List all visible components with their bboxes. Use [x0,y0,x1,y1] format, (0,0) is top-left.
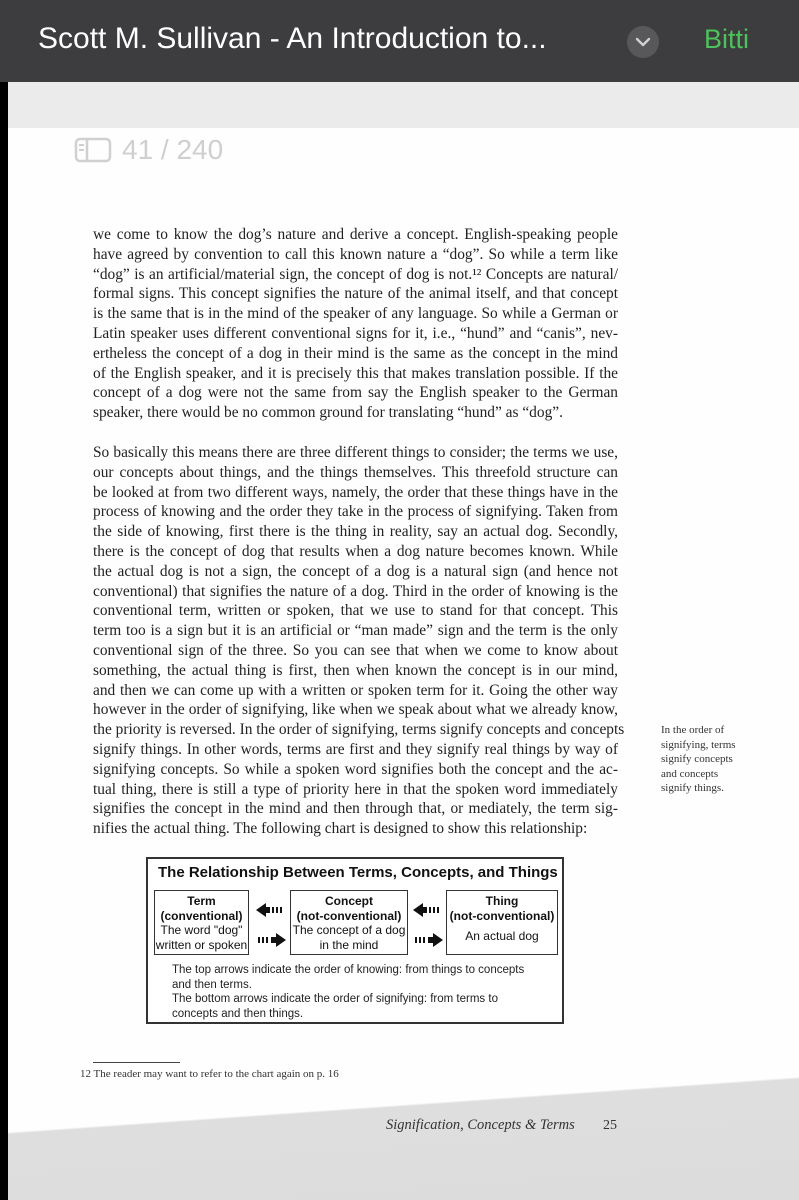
term-heading: Term [187,894,216,908]
margin-note-line: signify things. [661,782,724,795]
thing-heading: Thing [485,894,519,908]
text-line: So basically this means there are three different things to consider; the terms we use, [93,444,618,461]
reader-toolbar-area [8,82,799,128]
footnote: 12 The reader may want to refer to the chart again on p. 16 [80,1068,339,1080]
arrow-left-icon [256,902,286,918]
book-icon [74,136,112,164]
chart-note-line: The top arrows indicate the order of knowing: from things to concepts [172,964,525,976]
concept-subheading: (not-conventional) [296,908,402,923]
paragraph-2 [93,443,625,839]
relationship-chart [146,857,564,1024]
text-line: our concepts about things, and the things themselves. This threefold structure can [93,463,618,481]
thing-description: An actual dog [465,929,539,943]
term-description: written or spoken [155,937,248,952]
text-line: there is the concept of dog that results when a dog nature becomes known. While [93,542,618,560]
margin-note-line: signify concepts [661,753,733,766]
text-line: conventional term, written or spoken, that we use to stand for that concept. This [93,602,618,620]
title-menu-button[interactable] [627,26,659,58]
text-line: the priority is reversed. In the order of signifying, terms signify concepts and concepts [93,721,625,739]
page-number: 25 [603,1118,617,1133]
text-line: tual thing, there is still a type of priority here in that the spoken word immediately [93,780,618,798]
chart-title: The Relationship Between Terms, Concepts, and Things [158,864,558,881]
text-line: formal signs. This concept signifies the nature of the animal itself, and that concept [93,285,618,303]
text-line: have agreed by convention to call this known nature a “dog”. So while a term like [93,245,618,263]
paragraph-1 [93,225,618,423]
term-subheading: (conventional) [160,908,243,923]
text-line: of the English speaker, and it is precisely this that makes translation possible. If the [93,364,618,382]
chevron-down-icon [635,37,651,47]
text-line: Latin speaker uses different conventional signs for it, i.e., “hund” and “canis”, nev- [93,324,618,342]
chart-notes [172,963,524,1021]
text-line: be looked at from two different ways, namely, the order that these things have in the [93,483,618,501]
arrow-left-icon [413,902,443,918]
text-line: is the same that is in the mind of the speaker of any language. So while a German or [93,305,618,323]
arrow-right-icon [413,932,443,948]
footnote-rule [93,1062,180,1063]
concept-heading: Concept [325,894,373,908]
text-line: ertheless the concept of a dog in their mind is the same as the concept in the mind [93,344,618,362]
page-counter[interactable] [74,134,223,166]
text-line: the actual dog is not a sign, the concept of a dog is a natural sign (and hence not [93,562,618,580]
arrow-right-icon [256,932,286,948]
text-line: however in the order of signifying, like when we speak about what we already know, [93,701,618,719]
running-footer: Signification, Concepts & Terms [386,1117,575,1133]
text-line: signify things. In other words, terms are first and they signify real things by way of [93,740,618,758]
margin-note [661,723,761,796]
text-line: speaker, there would be no common ground for translating “hund” as “dog”. [93,404,563,422]
text-line: we come to know the dog’s nature and derive a concept. English-speaking people [93,226,618,243]
text-line: something, the actual thing is first, then when known the concept is in our mind, [93,661,618,679]
thing-box [446,890,558,955]
text-line: conventional) that signifies the nature of a dog. Third in the order of knowing is the [93,582,618,600]
concept-description: The concept of a dog [292,923,406,937]
text-line: process of knowing and the order they take in the process of signifying. Taken from [93,503,618,521]
app-bar [0,0,799,82]
chart-note-line: and then terms. [172,978,252,991]
page-counter-label: 41 / 240 [122,134,224,165]
document-title: Scott M. Sullivan - An Introduction to... [38,22,547,55]
margin-note-line: and concepts [661,767,719,780]
text-line: signifies the concept in the mind and then through that, or mediately, the term sig- [93,800,618,818]
text-line: signifying concepts. So while a spoken word signifies both the concept and the ac- [93,760,618,778]
term-description: The word "dog" [160,923,243,937]
text-line: the side of knowing, first there is the thing in reality, say an actual dog. Secondly, [93,523,618,541]
text-line: “dog” is an artificial/material sign, the concept of dog is not.¹² Concepts are natural/ [93,265,618,283]
chart-note-line: The bottom arrows indicate the order of signifying: from terms to [172,993,498,1005]
concept-box [290,890,408,955]
thing-subheading: (not-conventional) [449,908,555,923]
concept-description: in the mind [319,937,379,952]
text-line: nifies the actual thing. The following chart is designed to show this relationship: [93,820,588,838]
margin-note-line: In the order of [661,724,725,736]
margin-note-line: signifying, terms [661,738,736,751]
done-button[interactable]: Bitti [704,24,750,54]
term-box [154,890,249,955]
text-line: concept of a dog were not the same from say the English speaker to the German [93,384,618,402]
text-line: conventional sign of the three. So you can see that when we come to know about [93,641,618,659]
text-line: term too is a sign but it is an artificial or “man made” sign and the term is the only [93,622,618,640]
text-line: and then we can come up with a written or spoken term for it. Going the other way [93,681,618,699]
chart-note-line: concepts and then things. [172,1007,304,1020]
